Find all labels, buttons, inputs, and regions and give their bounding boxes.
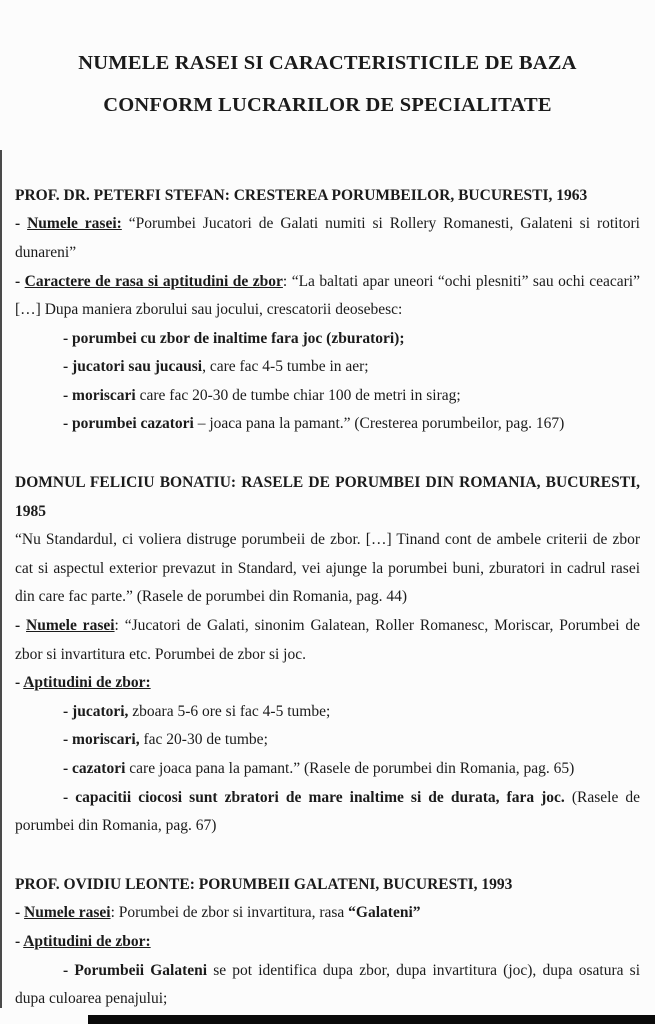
document-title (15, 42, 640, 126)
paragraph (15, 526, 640, 612)
text-run: “Porumbei Jucatori de Galati numiti si Rollery Romanesti, Galateni si rotitori dunareni” (15, 215, 640, 261)
paragraph (15, 928, 640, 957)
underlined-label: Numele rasei (26, 617, 115, 635)
sub-item (15, 382, 640, 411)
document-section (15, 871, 640, 1014)
text-run: fac 20-30 de tumbe; (139, 731, 268, 749)
underlined-label: Numele rasei: (27, 215, 122, 233)
underlined-label: Numele rasei (24, 904, 111, 922)
text-run: - (15, 674, 24, 692)
text-run: se pot identifica dupa zbor, dupa invartitura (joc), dupa osatura si dupa culoarea penajului; (15, 961, 640, 1008)
text-run: - jucatori sau jucausi (63, 358, 203, 376)
scan-artifact-bottom-bar (88, 1015, 655, 1024)
text-run: - Porumbeii Galateni (63, 961, 208, 979)
scan-artifact-left-edge (0, 150, 2, 1008)
underlined-label: Aptitudini de zbor: (23, 932, 151, 950)
document-sections (15, 182, 640, 1014)
sub-item (15, 353, 640, 382)
sub-item (15, 698, 640, 727)
document-title-line1: NUMELE RASEI SI CARACTERISTICILE DE BAZA (78, 51, 577, 74)
document-section (15, 182, 640, 439)
underlined-label: Aptitudini de zbor: (23, 674, 151, 692)
paragraph (15, 669, 640, 698)
text-run: care joaca pana la pamant.” (Rasele de porumbei din Romania, pag. 65) (125, 760, 575, 778)
text-run: - porumbei cu zbor de inaltime fara joc (zburatori); (63, 329, 405, 347)
section-heading: PROF. OVIDIU LEONTE: PORUMBEII GALATENI, BUCURESTI, 1993 (15, 875, 513, 893)
text-run: , care fac 4-5 tumbe in aer; (202, 358, 369, 376)
text-run: “Nu Standardul, ci voliera distruge porumbeii de zbor. […] Tinand cont de ambele criterii de zbor cat si aspectul exterior prevazut in Standard, vei ajunge la porumbei buni, zburatori in cadrul rasei din care fac parte.” (Rasele de porumbei din Romania, pag. 44) (15, 531, 640, 606)
text-run: - (15, 272, 25, 290)
section-heading: PROF. DR. PETERFI STEFAN: CRESTEREA PORUMBEILOR, BUCURESTI, 1963 (15, 186, 588, 204)
text-run: “Galateni” (348, 904, 421, 922)
document-title-line2: CONFORM LUCRARILOR DE SPECIALITATE (103, 93, 552, 116)
sub-item (15, 325, 640, 354)
sub-item (15, 957, 640, 1014)
document-section (15, 469, 640, 841)
text-run: - (15, 617, 27, 635)
sub-item (15, 726, 640, 755)
text-run: – joaca pana la pamant.” (Cresterea porumbeilor, pag. 167) (193, 415, 565, 433)
text-run: : Porumbei de zbor si invartitura, rasa (110, 904, 349, 922)
paragraph (15, 210, 640, 267)
text-run: - moriscari (63, 386, 136, 404)
text-run: - (15, 904, 25, 922)
text-run: - porumbei cazatori (63, 415, 194, 433)
text-run: care fac 20-30 de tumbe chiar 100 de metri in sirag; (135, 386, 461, 404)
underlined-label: Caractere de rasa si aptitudini de zbor (24, 272, 283, 290)
paragraph (15, 612, 640, 669)
text-run: - jucatori, (63, 702, 129, 720)
text-run: - (15, 932, 24, 950)
text-run: - cazatori (63, 760, 126, 778)
paragraph (15, 268, 640, 325)
text-run: - moriscari, (63, 731, 140, 749)
text-run: zboara 5-6 ore si fac 4-5 tumbe; (128, 702, 331, 720)
sub-item (15, 410, 640, 439)
text-run: : “Jucatori de Galati, sinonim Galatean, Roller Romanesc, Moriscar, Porumbei de zbor si invartitura etc. Porumbei de zbor si joc. (15, 617, 641, 663)
text-run: (Rasele de porumbei din Romania, pag. 67) (15, 788, 640, 835)
text-run: - (15, 215, 28, 233)
section-heading: DOMNUL FELICIU BONATIU: RASELE DE PORUMBEI DIN ROMANIA, BUCURESTI, 1985 (15, 474, 640, 520)
text-run: : “La baltati apar uneori “ochi plesniti” sau ochi ceacari” […] Dupa maniera zborului sau jocului, crescatorii deosebesc: (15, 272, 640, 319)
sub-item (15, 784, 640, 841)
text-run: - capacitii ciocosi sunt zbratori de mare inaltime si de durata, fara joc. (63, 788, 565, 806)
sub-item (15, 755, 640, 784)
paragraph (15, 899, 640, 928)
